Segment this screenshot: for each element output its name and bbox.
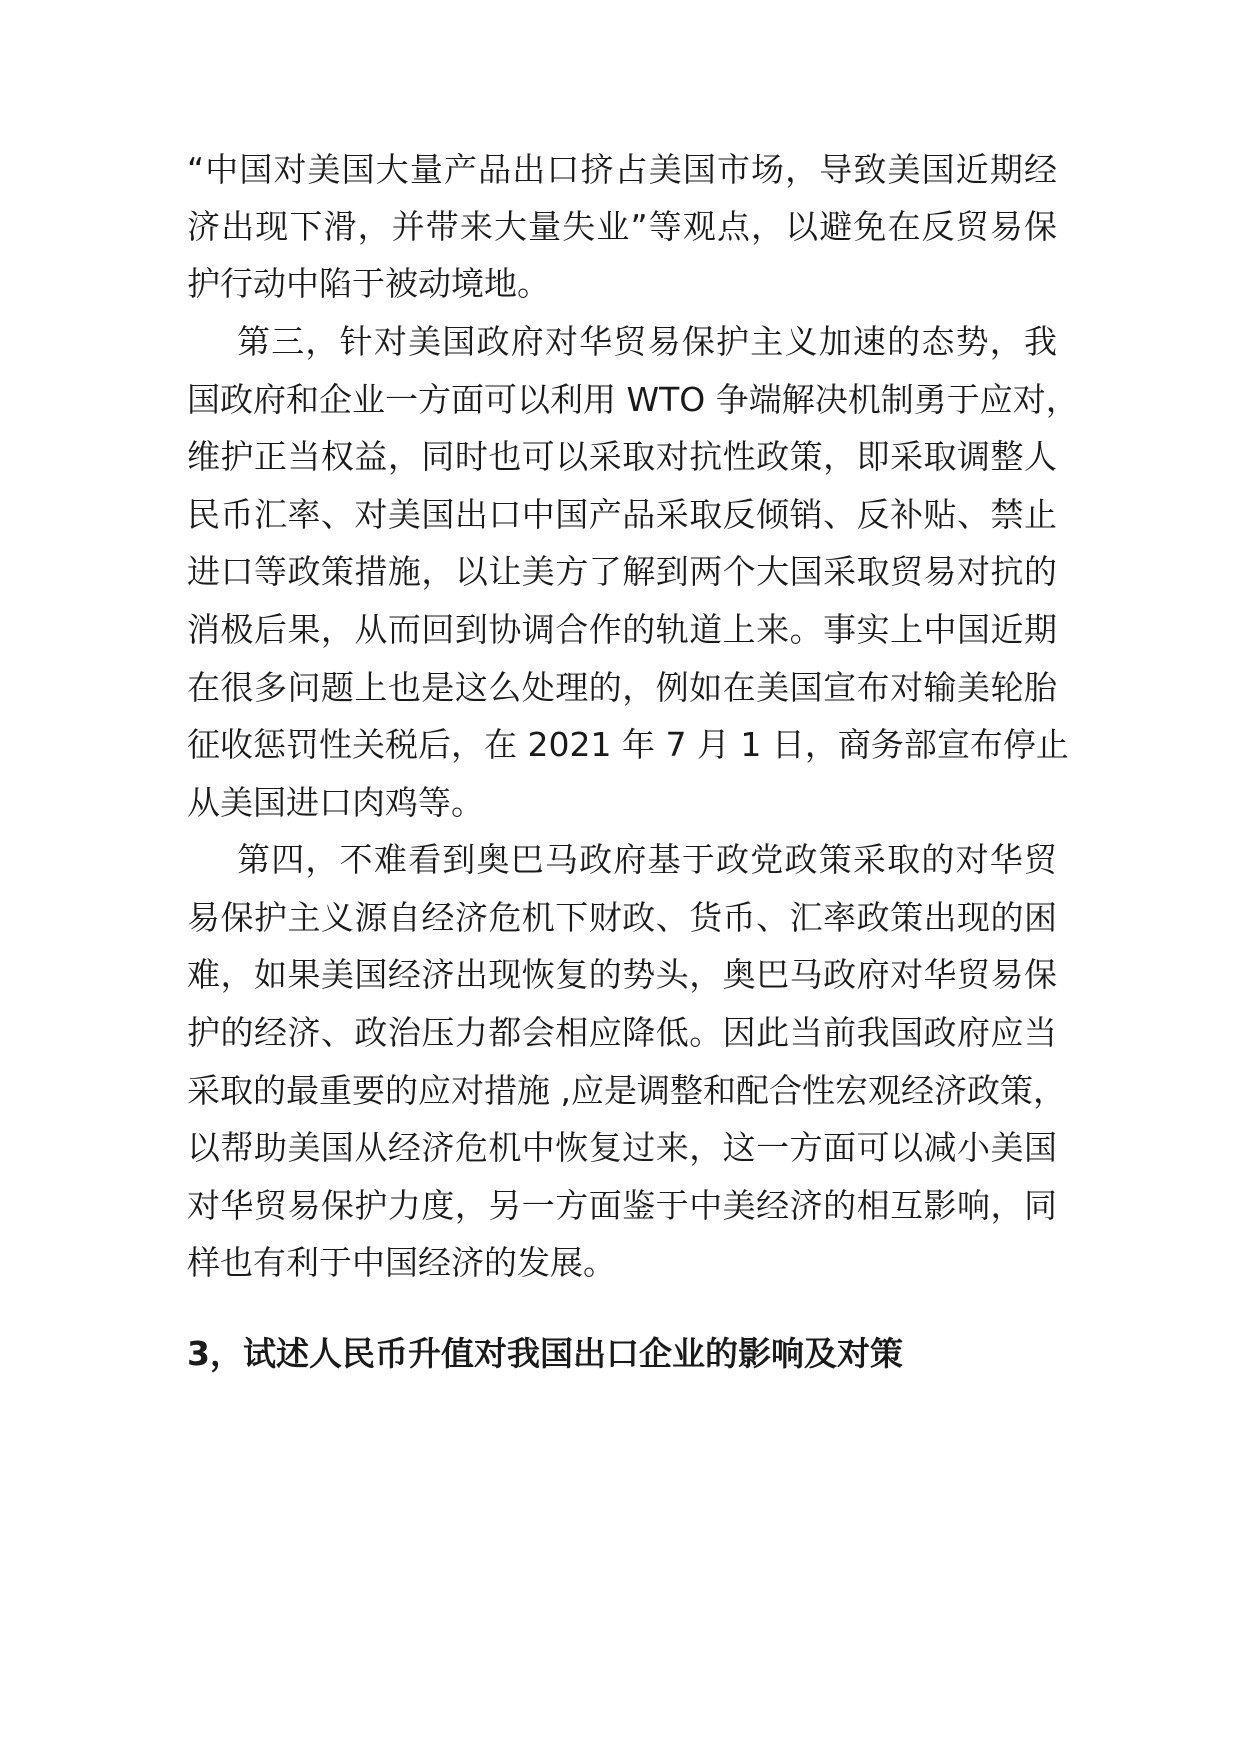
text-line: 维护正当权益，同时也可以采取对抗性政策，即采取调整人	[187, 437, 1057, 476]
text-line: 征收惩罚性关税后，在 2021 年 7 月 1 日，商务部宣布停止	[187, 725, 1069, 764]
section-heading: 3，试述人民币升值对我国出口企业的影响及对策	[187, 1334, 903, 1373]
text-line: 对华贸易保护力度，另一方面鉴于中美经济的相互影响，同	[187, 1186, 1057, 1225]
paragraph-start-line: 第四，不难看到奥巴马政府基于政党政策采取的对华贸	[237, 840, 1057, 879]
text-line: “中国对美国大量产品出口挤占美国市场，导致美国近期经	[187, 150, 1057, 189]
text-line: 从美国进口肉鸡等。	[187, 783, 484, 822]
text-line: 在很多问题上也是这么处理的，例如在美国宣布对输美轮胎	[187, 668, 1057, 707]
text-line: 难，如果美国经济出现恢复的势头，奥巴马政府对华贸易保	[187, 955, 1057, 994]
text-line: 进口等政策措施，以让美方了解到两个大国采取贸易对抗的	[187, 552, 1057, 591]
text-line: 护的经济、政治压力都会相应降低。因此当前我国政府应当	[187, 1013, 1057, 1052]
text-line: 济出现下滑，并带来大量失业”等观点，以避免在反贸易保	[187, 207, 1057, 246]
text-line: 消极后果，从而回到协调合作的轨道上来。事实上中国近期	[187, 610, 1057, 649]
text-line: 采取的最重要的应对措施 ,应是调整和配合性宏观经济政策，	[187, 1071, 1066, 1110]
text-line: 以帮助美国从经济危机中恢复过来，这一方面可以减小美国	[187, 1128, 1057, 1167]
text-line: 易保护主义源自经济危机下财政、货币、汇率政策出现的困	[187, 898, 1057, 937]
text-line: 国政府和企业一方面可以利用 WTO 争端解决机制勇于应对，	[187, 380, 1079, 419]
text-line: 样也有利于中国经济的发展。	[187, 1243, 616, 1282]
text-line: 护行动中陷于被动境地。	[187, 264, 550, 303]
text-line: 民币汇率、对美国出口中国产品采取反倾销、反补贴、禁止	[187, 495, 1057, 534]
paragraph-start-line: 第三，针对美国政府对华贸易保护主义加速的态势，我	[237, 322, 1057, 361]
